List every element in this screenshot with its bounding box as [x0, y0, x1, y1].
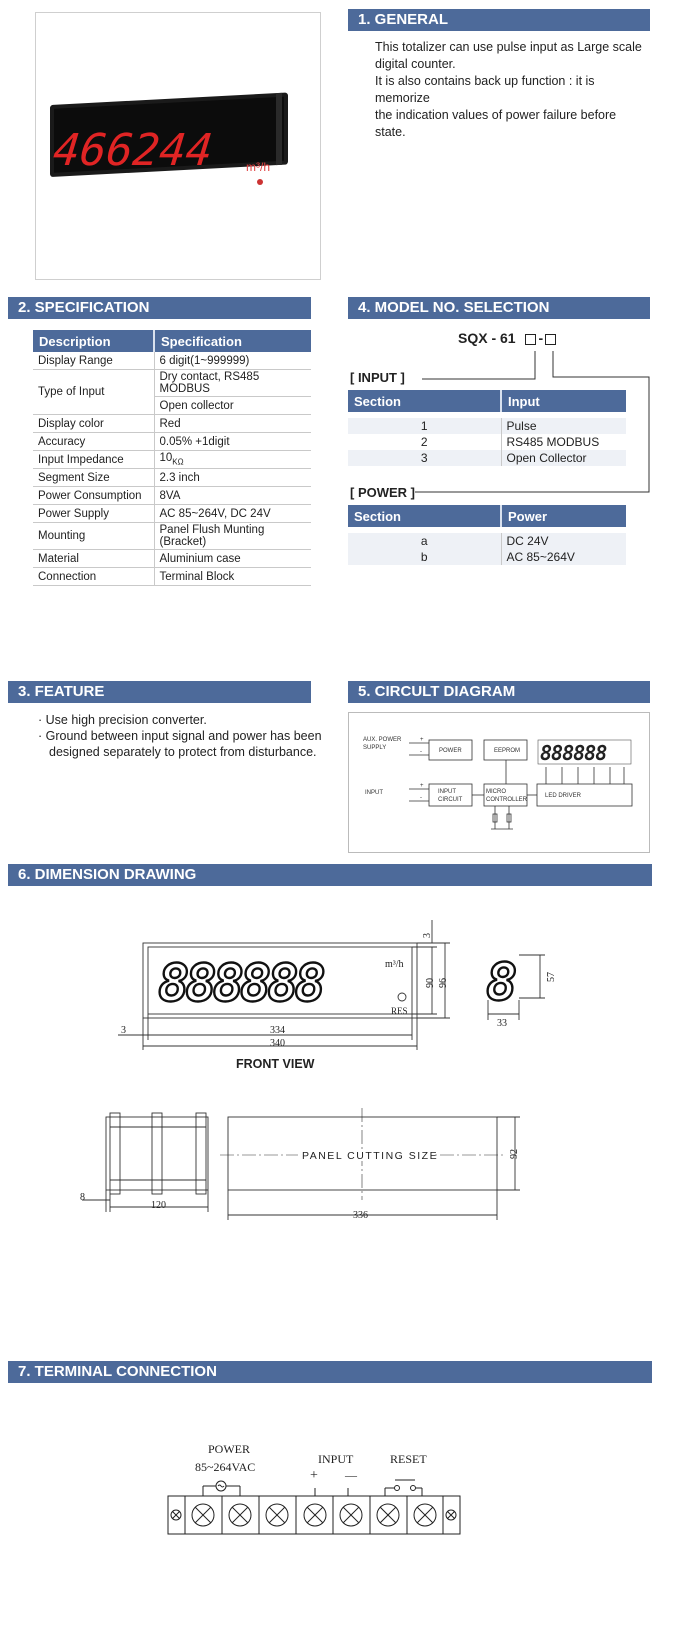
feature-list: [38, 712, 322, 760]
front-display: 888888: [158, 954, 322, 1014]
front-unit: m³/h: [385, 959, 404, 970]
input-section: 3: [348, 450, 501, 466]
input-label-circuit: INPUT: [365, 790, 383, 796]
power-value: AC 85~264V: [501, 549, 626, 565]
spec-desc: Type of Input: [33, 370, 154, 415]
eeprom-label: EEPROM: [494, 748, 521, 754]
input-col-section: Section: [348, 390, 501, 412]
general-line: It is also contains back up function : it is memorize: [375, 74, 595, 105]
dim-334: 334: [270, 1025, 285, 1036]
circuit-diagram: [348, 712, 650, 853]
feature-item-text: designed separately to protect from disturbance.: [49, 745, 317, 759]
dim-33: 33: [497, 1018, 507, 1029]
dim-96: 96: [438, 978, 449, 988]
section-heading-circuit: 5. CIRCULT DIAGRAM: [348, 681, 650, 703]
spec-value: [154, 451, 311, 469]
general-line: This totalizer can use pulse input as Large scale: [375, 40, 642, 54]
spec-desc: Material: [33, 550, 154, 568]
section-heading-general: 1. GENERAL: [348, 9, 650, 31]
input-table: [348, 390, 626, 466]
circuit-svg: [349, 713, 649, 852]
circuit-display: 888888: [540, 741, 607, 765]
dim-340: 340: [270, 1038, 285, 1049]
panel-cutting-label: PANEL CUTTING SIZE: [302, 1150, 439, 1162]
micro-label-2: CONTROLLER: [486, 797, 528, 803]
section-heading-model: 4. MODEL NO. SELECTION: [348, 297, 650, 319]
feature-item: · Ground between input signal and power has been: [38, 729, 322, 743]
spec-value-unit: KΩ: [172, 457, 184, 467]
feature-item: [38, 744, 322, 760]
power-box-label: POWER: [439, 748, 462, 754]
power-table: [348, 505, 626, 565]
aux-plus: +: [420, 737, 424, 743]
spec-desc: Mounting: [33, 523, 154, 550]
terminal-power-label: POWER: [208, 1442, 250, 1456]
spec-value: Aluminium case: [154, 550, 311, 568]
feature-item: · Use high precision converter.: [38, 713, 207, 727]
spec-col-desc: Description: [33, 330, 154, 352]
input-section: 1: [348, 418, 501, 434]
power-section: a: [348, 533, 501, 549]
input-section: 2: [348, 434, 501, 450]
terminal-power-range: 85~264VAC: [195, 1460, 256, 1474]
general-text: [375, 39, 650, 141]
spec-desc: Accuracy: [33, 433, 154, 451]
led-driver-label: LED DRIVER: [545, 793, 582, 799]
terminal-input-minus: —: [345, 1468, 357, 1482]
input-value: Pulse: [501, 418, 626, 434]
supply-label: SUPPLY: [363, 745, 387, 751]
aux-power-label: AUX. POWER: [363, 737, 402, 743]
terminal-input-label: INPUT: [318, 1452, 354, 1466]
spec-col-spec: Specification: [154, 330, 311, 352]
spec-value: AC 85~264V, DC 24V: [154, 505, 311, 523]
input-value: RS485 MODBUS: [506, 435, 600, 449]
spec-value-main: 10: [159, 452, 173, 465]
section-heading-dimension: 6. DIMENSION DRAWING: [8, 864, 652, 886]
front-view-label: FRONT VIEW: [236, 1057, 315, 1071]
spec-value: 2.3 inch: [154, 469, 311, 487]
spec-value: 0.05% +1digit: [154, 433, 311, 451]
terminal-screws: [192, 1504, 436, 1526]
dim-92: 92: [509, 1149, 520, 1159]
power-col-section: Section: [348, 505, 501, 527]
photo-digits: 466244: [50, 125, 216, 176]
section-heading-feature: 3. FEATURE: [8, 681, 311, 703]
terminal-input-plus: +: [310, 1468, 318, 1483]
dim-3-top: 3: [422, 933, 433, 938]
general-line: the indication values of power failure before state.: [375, 108, 617, 139]
feature-item-text: Ground between input signal and power has been: [45, 729, 322, 743]
model-code-text: SQX - 61: [458, 330, 516, 346]
terminal-diagram: [150, 1430, 480, 1550]
spec-desc: Connection: [33, 568, 154, 586]
dim-57: 57: [546, 972, 557, 982]
input-minus: -: [420, 795, 422, 801]
section-heading-terminal: 7. TERMINAL CONNECTION: [8, 1361, 652, 1383]
micro-label-1: MICRO: [486, 789, 506, 795]
general-line: digital counter.: [375, 57, 456, 71]
power-label: [ POWER ]: [350, 485, 415, 500]
feature-item-text: Use high precision converter.: [45, 713, 207, 727]
dim-120: 120: [151, 1200, 166, 1211]
spec-value: 8VA: [154, 487, 311, 505]
input-circuit-label-2: CIRCUIT: [438, 797, 463, 803]
side-digit: 8: [486, 953, 518, 1013]
input-col-input: Input: [501, 390, 626, 412]
spec-desc: Input Impedance: [33, 451, 154, 469]
spec-value: Panel Flush Munting (Bracket): [154, 523, 311, 550]
aux-minus: -: [420, 749, 422, 755]
power-section: b: [348, 549, 501, 565]
input-plus: +: [420, 783, 424, 789]
specification-table: [33, 330, 311, 586]
photo-unit: m³/h: [246, 160, 270, 174]
dim-3-left: 3: [121, 1025, 126, 1036]
terminal-reset-label: RESET: [390, 1452, 427, 1466]
spec-value: Red: [154, 415, 311, 433]
spec-desc: Segment Size: [33, 469, 154, 487]
spec-value: Dry contact, RS485 MODBUS: [154, 370, 311, 397]
spec-desc: Display color: [33, 415, 154, 433]
product-photo: [35, 12, 321, 280]
power-value: DC 24V: [501, 533, 626, 549]
spec-desc: Power Supply: [33, 505, 154, 523]
input-label: [ INPUT ]: [350, 370, 405, 385]
dim-8: 8: [80, 1192, 85, 1203]
spec-value: Open collector: [154, 397, 311, 415]
spec-value: Terminal Block: [154, 568, 311, 586]
dimension-drawing: [0, 890, 690, 1235]
dim-336: 336: [353, 1210, 368, 1221]
dim-90: 90: [425, 978, 436, 988]
product-image: [36, 13, 322, 281]
model-code-dash: -: [538, 330, 544, 346]
section-heading-specification: 2. SPECIFICATION: [8, 297, 311, 319]
spec-desc: Power Consumption: [33, 487, 154, 505]
input-circuit-label-1: INPUT: [438, 789, 456, 795]
input-value: Open Collector: [501, 450, 626, 466]
res-label: RES: [391, 1006, 408, 1016]
spec-value: 6 digit(1~999999): [154, 352, 311, 370]
power-col-power: Power: [501, 505, 626, 527]
spec-desc: Display Range: [33, 352, 154, 370]
